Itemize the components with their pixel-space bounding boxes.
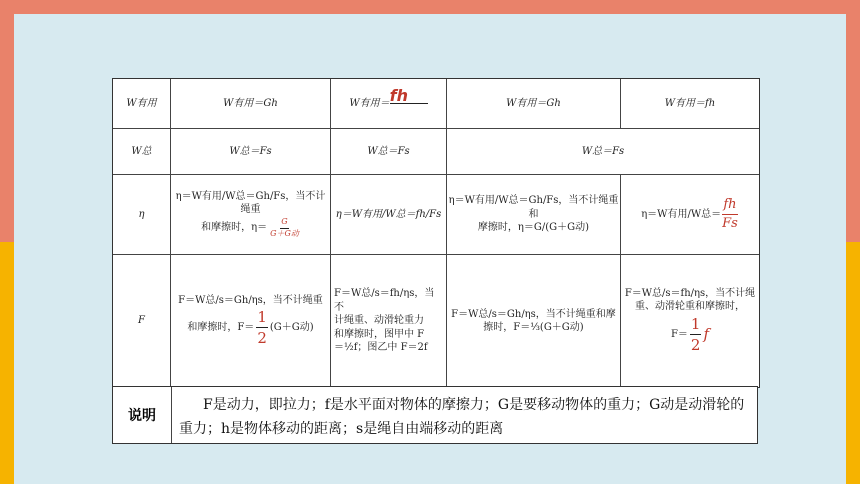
useful-work-c4: W有用＝fh <box>621 79 759 129</box>
efficiency-c4-answer-num: fh <box>722 196 737 215</box>
row-label-force: F <box>113 255 171 387</box>
note-label: 说明 <box>113 387 172 443</box>
force-c1-answer-den: 2 <box>257 329 267 348</box>
force-c1 <box>171 255 331 387</box>
total-work-c2: W总＝Fs <box>331 129 447 175</box>
efficiency-c1-line2-wrap <box>201 217 300 240</box>
row-label-efficiency: η <box>113 175 171 255</box>
force-c2-line4: ＝½f；图乙中 F＝2f <box>334 342 428 354</box>
efficiency-c4-prefix: η＝W有用/W总＝ <box>641 208 722 220</box>
force-c4-answer-num: 1 <box>690 314 702 335</box>
efficiency-c3-line1: η＝W有用/W总＝Gh/Fs，当不计绳重和 <box>448 195 619 220</box>
force-c2 <box>331 255 447 387</box>
efficiency-c3-line2: 摩擦时，η＝G/(G＋G动) <box>477 222 590 234</box>
efficiency-c1-answer-num: G <box>280 217 288 229</box>
row-label-total-work: W总 <box>113 129 171 175</box>
force-c4-answer-tail: f <box>703 325 710 344</box>
force-c3 <box>447 255 621 387</box>
force-c3-line1: F＝W总/s＝Gh/ηs，当不计绳重和摩 <box>451 308 616 320</box>
row-label-useful-work: W有用 <box>113 79 171 129</box>
force-c3-line2: 擦时，F＝⅓(G＋G动) <box>483 322 584 333</box>
total-work-c1: W总＝Fs <box>171 129 331 175</box>
force-c1-line2: 和摩擦时，F＝ <box>187 322 255 333</box>
total-work-c3: W总＝Fs <box>447 129 759 175</box>
force-c1-line2-wrap <box>187 307 313 349</box>
force-c4-line2: 重、动滑轮重和摩擦时， <box>635 301 745 313</box>
useful-work-c2-prefix: W有用＝ <box>349 97 390 109</box>
useful-work-c2-answer: fh <box>389 86 408 105</box>
efficiency-c2: η＝W有用/W总＝fh/Fs <box>331 175 447 255</box>
efficiency-c1 <box>171 175 331 255</box>
force-c4-answer-den: 2 <box>690 336 701 354</box>
force-c1-tail: (G＋G动) <box>269 322 314 333</box>
note-text: F是动力，即拉力；f是水平面对物体的摩擦力；G是要移动物体的重力；G动是动滑轮的重力；h是物体移动的距离；s是绳自由端移动的距离 <box>179 397 745 437</box>
note-row <box>112 386 758 444</box>
force-c4-prefix: F＝ <box>670 328 688 340</box>
efficiency-c4-answer <box>721 196 739 232</box>
force-c2-line1: F＝W总/s＝fh/ηs，当不 <box>334 288 435 313</box>
efficiency-c1-answer-den: G＋G动 <box>270 228 299 238</box>
formula-table <box>112 78 760 388</box>
efficiency-c4-answer-den: Fs <box>722 216 738 231</box>
efficiency-c1-answer <box>269 217 300 240</box>
efficiency-c1-line2: 和摩擦时，η＝ <box>201 222 268 234</box>
useful-work-c2-blank <box>389 86 428 105</box>
efficiency-c4 <box>621 175 759 255</box>
useful-work-c3: W有用＝Gh <box>447 79 621 129</box>
efficiency-c1-line1: η＝W有用/W总＝Gh/Fs，当不计绳重 <box>175 190 326 216</box>
force-c2-line2: 计绳重、动滑轮重力 <box>334 315 424 327</box>
force-c1-answer <box>256 307 268 349</box>
force-c4 <box>621 255 759 387</box>
useful-work-c1: W有用＝Gh <box>171 79 331 129</box>
force-c1-answer-num: 1 <box>256 307 268 328</box>
force-c4-line3-wrap <box>671 314 709 356</box>
efficiency-c3 <box>447 175 621 255</box>
useful-work-c2 <box>331 79 447 129</box>
force-c4-line1: F＝W总/s＝fh/ηs，当不计绳 <box>624 287 756 299</box>
force-c1-line1: F＝W总/s＝Gh/ηs，当不计绳重 <box>178 294 323 306</box>
force-c4-answer <box>690 314 702 356</box>
force-c2-line3: 和摩擦时，图甲中 F <box>334 328 425 340</box>
